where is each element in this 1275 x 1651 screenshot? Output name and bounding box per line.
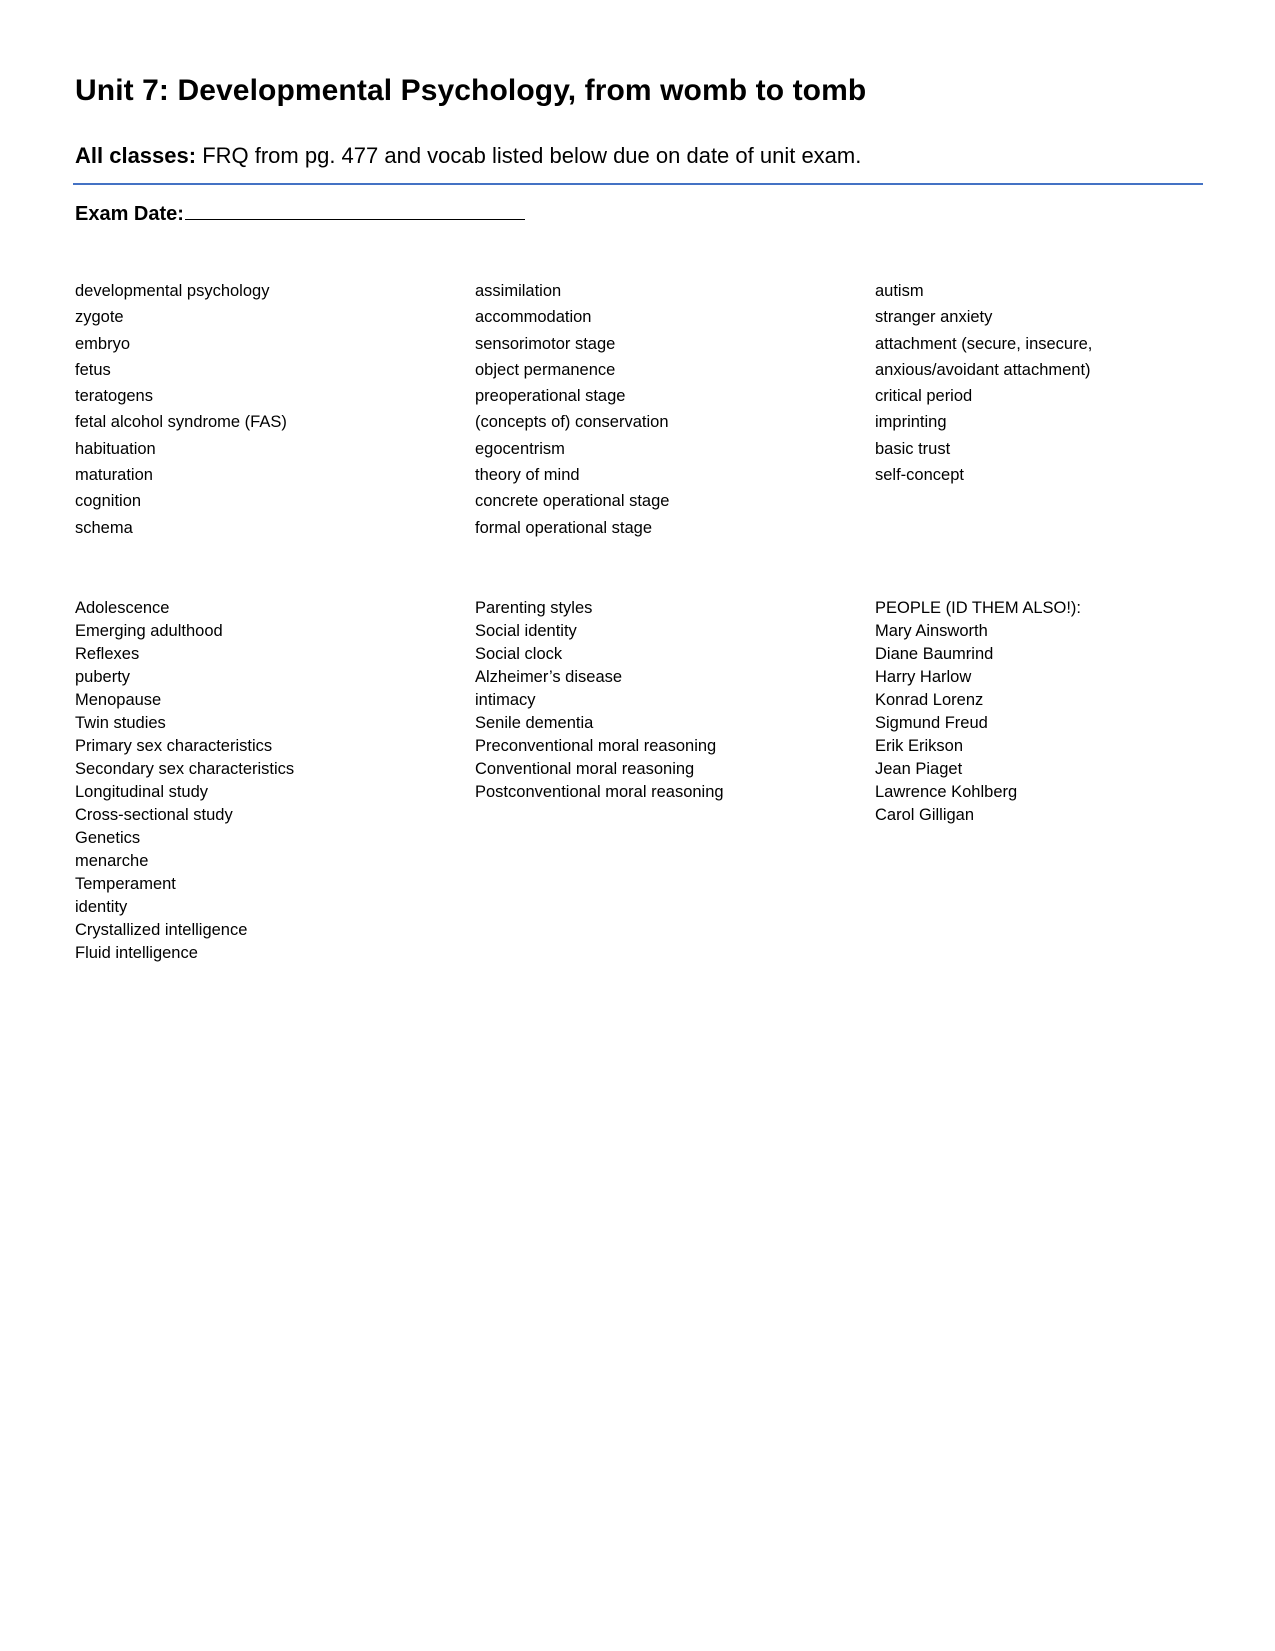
vocab-term: Preconventional moral reasoning [475, 737, 717, 755]
vocab-term: accommodation [475, 308, 592, 327]
vocab-term: Secondary sex characteristics [75, 760, 295, 778]
vocab-term: Alzheimer’s disease [475, 668, 623, 686]
vocab-term: Social clock [475, 645, 563, 663]
vocab-term: Jean Piaget [875, 760, 963, 778]
vocab-term: assimilation [475, 282, 562, 300]
vocab-term: anxious/avoidant attachment) [875, 360, 1091, 379]
vocab-term: attachment (secure, insecure, [875, 334, 1093, 353]
vocab-term: object permanence [475, 360, 616, 379]
vocab-term: Lawrence Kohlberg [875, 783, 1018, 801]
vocab-list-group2-col1 [75, 597, 294, 965]
vocab-term: habituation [75, 439, 156, 458]
vocab-term: imprinting [875, 413, 947, 432]
vocab-term: Konrad Lorenz [875, 691, 984, 709]
vocab-term: Crystallized intelligence [75, 921, 248, 939]
vocab-term: Reflexes [75, 645, 140, 663]
vocab-term: zygote [75, 308, 124, 327]
vocab-term: Emerging adulthood [75, 622, 223, 640]
vocab-term: Adolescence [75, 599, 170, 617]
vocab-term: Parenting styles [475, 599, 593, 617]
vocab-term: maturation [75, 466, 153, 485]
vocab-term: formal operational stage [475, 518, 653, 537]
vocab-term: (concepts of) conservation [475, 413, 669, 432]
vocab-list-group1-col3 [875, 278, 1092, 488]
vocab-term: Mary Ainsworth [875, 622, 988, 640]
vocab-term: PEOPLE (ID THEM ALSO!): [875, 599, 1082, 617]
vocab-term: autism [875, 282, 924, 300]
page-title: Unit 7: Developmental Psychology, from womb to tomb [75, 74, 867, 107]
vocab-term: sensorimotor stage [475, 334, 616, 353]
vocab-term: cognition [75, 492, 142, 511]
vocab-term: critical period [875, 387, 973, 406]
instructions-lead: All classes: [75, 143, 197, 168]
vocab-term: concrete operational stage [475, 492, 670, 511]
vocab-term: Primary sex characteristics [75, 737, 273, 755]
vocab-term: fetal alcohol syndrome (FAS) [75, 413, 287, 432]
vocab-term: Social identity [475, 622, 577, 640]
vocab-term: developmental psychology [75, 282, 270, 300]
vocab-list-group2-col2 [475, 597, 724, 804]
vocab-term: intimacy [475, 691, 536, 709]
vocab-term: fetus [75, 360, 111, 379]
vocab-list-group1-col1 [75, 278, 287, 541]
vocab-term: Harry Harlow [875, 668, 972, 686]
vocab-term: egocentrism [475, 439, 565, 458]
vocab-term: preoperational stage [475, 387, 626, 406]
vocab-term: Menopause [75, 691, 162, 709]
vocab-term: Fluid intelligence [75, 944, 198, 962]
vocab-list-group2-col3 [875, 597, 1081, 827]
vocab-term: embryo [75, 334, 131, 353]
instructions-text: FRQ from pg. 477 and vocab listed below due on date of unit exam. [196, 143, 862, 168]
vocab-term: schema [75, 518, 133, 537]
vocab-term: Diane Baumrind [875, 645, 994, 663]
vocab-term: puberty [75, 668, 131, 686]
vocab-term: teratogens [75, 387, 153, 406]
vocab-term: Carol Gilligan [875, 806, 975, 824]
vocab-term: self-concept [875, 466, 964, 485]
vocab-term: Genetics [75, 829, 141, 847]
divider-line [73, 183, 1203, 185]
instructions [75, 143, 861, 169]
vocab-term: identity [75, 898, 128, 916]
vocab-term: Senile dementia [475, 714, 594, 732]
vocab-term: Longitudinal study [75, 783, 209, 801]
vocab-term: Sigmund Freud [875, 714, 988, 732]
vocab-list-group1-col2 [475, 278, 669, 541]
vocab-term: Cross-sectional study [75, 806, 233, 824]
exam-date-row [75, 199, 525, 226]
exam-date-label: Exam Date: [75, 203, 184, 225]
exam-date-blank [185, 199, 525, 220]
vocab-term: basic trust [875, 439, 951, 458]
vocab-term: stranger anxiety [875, 308, 993, 327]
vocab-term: Erik Erikson [875, 737, 964, 755]
vocab-term: Postconventional moral reasoning [475, 783, 724, 801]
vocab-term: menarche [75, 852, 149, 870]
vocab-term: Conventional moral reasoning [475, 760, 695, 778]
vocab-term: Twin studies [75, 714, 166, 732]
vocab-term: theory of mind [475, 466, 580, 485]
vocab-term: Temperament [75, 875, 176, 893]
